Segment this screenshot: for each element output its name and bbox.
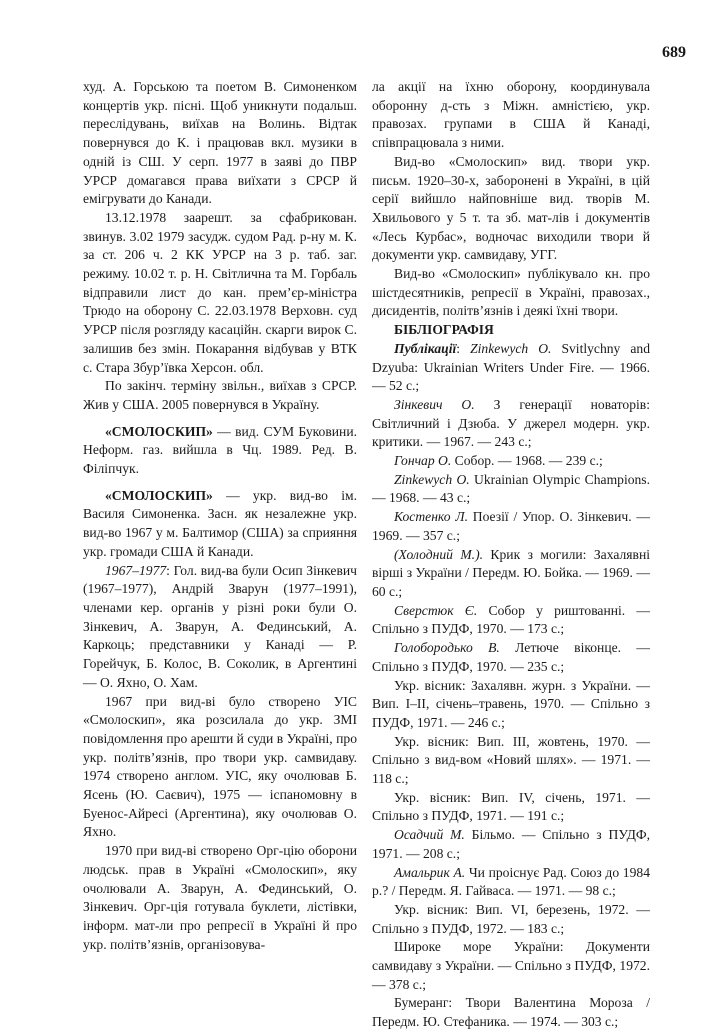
bib-text: Ukrainian Olympic Champions. — 1968. — 43 c.; (372, 471, 650, 506)
bib-text: Летюче віконце. — Спільно з ПУДФ, 1970. — 235 с.; (372, 640, 650, 674)
entry-text: — укр. вид-во ім. Василя Симоненка. Засн. як незалежне укр. вид-во 1967 у м. Балтимор (США) за сприяння укр. громади США й Канади. (83, 487, 357, 559)
bibliography-list (372, 340, 650, 1032)
bib-author: Zinkewych O. (470, 340, 552, 356)
entry-title: «СМОЛОСКИП» (105, 487, 213, 503)
bib-entry (372, 508, 650, 545)
entry-smoloskyp-publisher (83, 487, 357, 562)
paragraph: Вид-во «Смолоскип» вид. твори укр. письм. 1920–30-х, заборонені в Україні, в цій серії вийшло найповніше вид. творів М. Хвильового у 5 т. та зб. мат-лів і документів «Лесь Курбас», водночас виходили твори й документи укр. самвидаву, УГГ. (372, 153, 650, 263)
bibliography-heading: БІБЛІОГРАФІЯ (394, 322, 494, 338)
left-column (83, 78, 357, 954)
bib-entry (372, 471, 650, 508)
bib-text: Більмо. — Спільно з ПУДФ, 1971. — 208 с.; (372, 827, 650, 861)
bib-text: З генерації новаторів: Світличний і Дзюба. У джерел модерн. укр. критики. — 1967. — 243 с.; (372, 396, 650, 450)
bib-author: Гончар О. (394, 453, 452, 469)
paragraph: 13.12.1978 заарешт. за сфабрикован. звинув. 3.02 1979 засудж. судом Рад. р-ну м. К. за ст. 206 ч. 2 КК УРСР на 3 р. таб. заг. режиму. 10.02 т. р. Н. Світлична та М. Горбаль відправили лист до кан. прем’єр-міністра Трюдо на оборону С. 22.03.1978 Верховн. суд УРСР після розгляду касаційн. скарги вирок С. залишив без змін. Покарання відбував у ВТК с. Стара Збур’ївка Херсон. обл. (83, 209, 357, 375)
bib-entry (372, 340, 650, 396)
bib-entry: Укр. вісник: Вип. VI, березень, 1972. — Спільно з ПУДФ, 1972. — 183 с.; (372, 901, 650, 936)
bib-author: Сверстюк Є. (394, 602, 478, 618)
period-label: 1967–1977 (105, 562, 167, 578)
bib-author: Осадчий М. (394, 827, 465, 843)
bib-text: Чи проіснує Рад. Союз до 1984 р.? / Передм. Я. Гайваса. — 1971. — 98 с.; (372, 864, 650, 899)
bib-text: Поезії / Упор. О. Зінкевич. — 1969. — 357 с.; (372, 509, 650, 543)
bib-entry (372, 396, 650, 452)
paragraph (83, 562, 357, 693)
entry-text: — вид. СУМ Буковини. Неформ. газ. вийшла в Чц. 1989. Ред. В. Філіпчук. (83, 423, 357, 477)
publications-label: Публікації (394, 340, 457, 356)
bib-author: Зінкевич О. (394, 396, 475, 412)
entry-smoloskyp-bukovyna (83, 423, 357, 479)
bib-text: Собор у риштованні. — Спільно з ПУДФ, 1970. — 173 с.; (372, 602, 650, 637)
bib-entry (372, 639, 650, 676)
bib-text: Собор. — 1968. — 239 с.; (451, 453, 603, 469)
entry-title: «СМОЛОСКИП» (105, 423, 213, 439)
bib-entry: Укр. вісник: Вип. IV, січень, 1971. — Спільно з ПУДФ, 1971. — 191 с.; (372, 789, 650, 824)
bib-entry (372, 826, 650, 863)
paragraph: Вид-во «Смолоскип» публікувало кн. про шістдесятників, репресії в Україні, правозах., дисидентів, політв’язнів і деякі їхні твори. (372, 266, 650, 319)
bib-author: Амальрик А. (394, 864, 466, 880)
paragraph: 1967 при вид-ві було створено УІС «Смолоскип», яка розсилала до укр. ЗМІ повідомлення про арешти й суди в Україні, про укр. політв’язнів, про твори укр. самвидаву. 1974 створено англом. УІС, яку очолював Б. Ясень (Ю. Саєвич), 1975 — іспаномовну в Буенос-Айресі (Аргентина), яку очолював О. Яхно. (83, 693, 357, 840)
bib-entry: Широке море України: Документи самвидаву з України. — Спільно з ПУДФ, 1972. — 378 с.; (372, 939, 650, 992)
bib-author: Костенко Л. (394, 509, 468, 525)
paragraph: худ. А. Горською та поетом В. Симоненком концертів укр. пісні. Щоб уникнути подальш. переслідувань, виїхав на Волинь. Відтак повернувся до К. і працював вкл. музики в одній із СШ. У серп. 1977 в заяві до ПВР УРСР домагався права виїхати з СРСР й емігрувати до Канади. (83, 79, 357, 207)
bib-entry (372, 864, 650, 901)
page-number: 689 (662, 44, 686, 61)
bib-separator: : (456, 340, 471, 356)
paragraph: По закінч. терміну звільн., виїхав з СРСР. Жив у США. 2005 повернувся в Україну. (83, 378, 357, 412)
bib-entry (372, 546, 650, 602)
paragraph-text: : Гол. вид-ва були Осип Зінкевич (1967–1977), Андрій Зварун (1977–1991), членами кер. органів у різні роки були О. Зінкевич, А. Зварун, А. Фединський, А. Каркоць; представники у Канаді — Р. Горейчук, Б. Колос, В. Соколик, в Аргентині — О. Яхно, О. Хам. (83, 562, 357, 690)
bib-entry: Укр. вісник: Захалявн. журн. з України. — Вип. І–ІІ, січень–травень, 1970. — Спільно з ПУДФ, 1971. — 246 с.; (372, 677, 650, 730)
bib-entry (372, 452, 650, 471)
bib-text: Svitlychny and Dzyuba: Ukrainian Writers Under Fire. — 1966. — 52 c.; (372, 340, 650, 394)
bib-entry (372, 602, 650, 639)
bib-author: Голобородько В. (394, 640, 500, 656)
paragraph: ла акції на їхню оборону, координувала оборонну д-сть з Міжн. амністією, укр. правозах. групами в США й Канаді, співпрацювала з ними. (372, 79, 650, 151)
bib-entry: Укр. вісник: Вип. ІІІ, жовтень, 1970. — Спільно з вид-вом «Новий шлях». — 1971. — 118 с.; (372, 733, 650, 787)
bib-author: Zinkewych O. (394, 471, 470, 487)
bib-entry: Бумеранг: Твори Валентина Мороза / Передм. Ю. Стефаника. — 1974. — 303 с.; (372, 995, 650, 1030)
bib-text: Крик з могили: Захалявні вірші з України / Передм. Ю. Бойка. — 1969. — 60 с.; (372, 546, 650, 599)
paragraph: 1970 при вид-ві створено Орг-цію оборони людськ. прав в Україні «Смолоскип», яку очолювали А. Зварун, А. Фединський, О. Зінкевич. Орг-ція готувала буклети, лістівки, інформ. мат-ли про репресії в Україні й про укр. політв’язнів, організовува- (83, 843, 357, 952)
bib-author: (Холодний М.). (394, 546, 484, 562)
right-column (372, 78, 650, 1032)
